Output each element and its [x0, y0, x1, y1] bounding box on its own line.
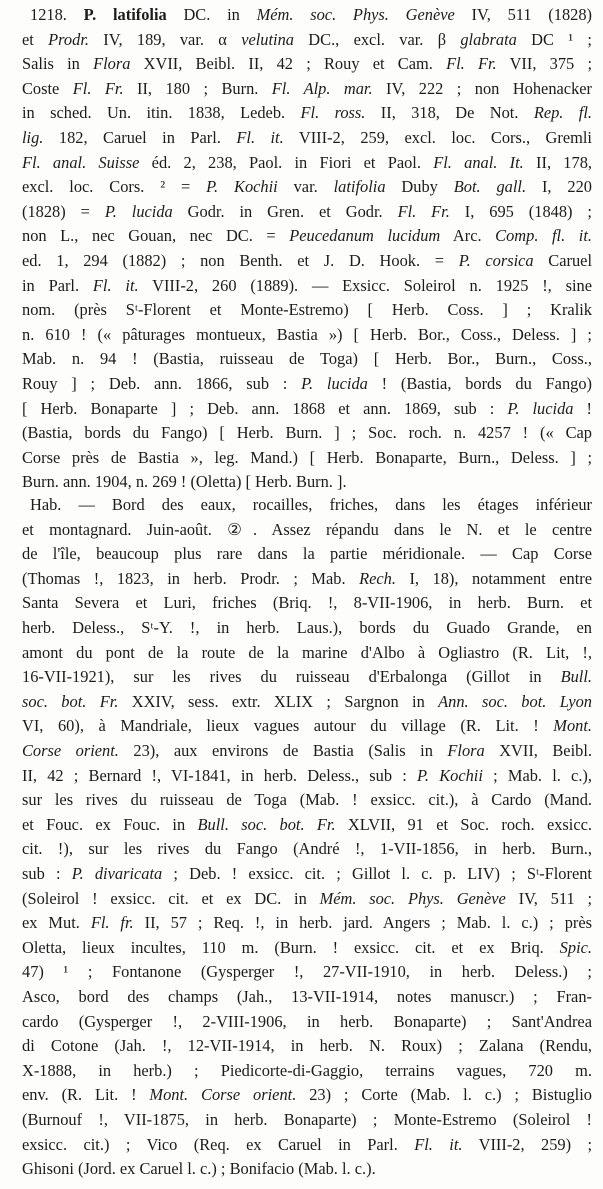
text-run: 182, Caruel in Parl.: [43, 128, 237, 147]
habitat-line: [22, 666, 592, 688]
habitat-line: [22, 838, 592, 860]
citation-title: Peucedanum lucidum: [289, 226, 441, 246]
text-run: ex Mut.: [22, 913, 91, 933]
citation-title: Fl. it.: [414, 1134, 463, 1154]
habitat-line: [22, 691, 592, 713]
text-run: non L., nec Gouan, nec DC. =: [22, 226, 290, 246]
entry-line: [22, 324, 592, 346]
habitat-line: [22, 1035, 592, 1057]
habitat-line: [22, 568, 592, 590]
text-run: II, 178,: [523, 152, 592, 172]
entry-line: [22, 78, 592, 100]
text-run: ; Deb. ! exsicc. cit. ; Gillot l. c. p. LIV) ; Sᵗ-Florent: [162, 864, 592, 883]
citation-title: latifolia: [333, 177, 386, 197]
text-run: n. 610 ! (« pâturages montueux, Bastia ») [ Herb. Bor., Coss., Deless. ] ;: [22, 324, 592, 344]
text-run: XXIV, sess. extr. XLIX ; Sargnon in: [118, 691, 439, 711]
citation-title: P. lucida: [507, 398, 574, 418]
citation-title: P. divaricata: [71, 864, 163, 883]
entry-line: [22, 201, 592, 223]
citation-title: Fl. it.: [236, 128, 284, 147]
text-run: cit. !), sur les rives du Fango (André !, 1-VII-1856, in herb. Burn.,: [22, 839, 592, 859]
text-run: ! (Bastia, bords du Fango): [367, 374, 592, 393]
text-run: XVII, Beibl.: [484, 741, 592, 760]
text-run: DC., excl. var. β: [294, 29, 461, 49]
citation-title: Fl. anal. Suisse: [22, 152, 140, 172]
habitat-line: [22, 617, 592, 639]
text-run: et: [22, 29, 49, 49]
text-run: Hab. — Bord des eaux, rocailles, friches, dans les étages inférieur: [30, 495, 592, 514]
entry-line: [22, 102, 592, 124]
citation-title: Rech.: [359, 568, 396, 588]
citation-title: Flora: [93, 54, 131, 74]
entry-line: [22, 471, 592, 493]
text-run: Burn. ann. 1904, n. 269 ! (Oletta) [ Herb. Burn. ].: [22, 472, 347, 492]
text-run: 1218.: [30, 5, 84, 24]
text-run: amont du pont de la route de la marine d'Albo à Ogliastro (R. Lit, !,: [22, 642, 592, 662]
citation-title: Corse orient.: [22, 741, 119, 760]
text-run: 23) ; Corte (Mab. l. c.) ; Bistuglio: [296, 1085, 592, 1105]
text-run: VIII-2, 260 (1889). — Exsicc. Soleirol n. 1925 !, sine: [138, 275, 593, 295]
habitat-line: [22, 519, 592, 541]
citation-title: Flora: [447, 741, 485, 760]
text-run: Asco, bord des champs (Jah., 13-VII-1914, notes manuscr.) ; Fran-: [22, 987, 592, 1006]
entry-line: [22, 29, 592, 51]
species-name: P. latifolia: [83, 5, 167, 24]
entry-line: [22, 398, 592, 420]
entry-line: [22, 299, 592, 321]
text-run: sub :: [22, 864, 72, 883]
habitat-line: [22, 937, 592, 959]
text-run: Mab. n. 94 ! (Bastia, ruisseau de Toga) [ Herb. Bor., Burn., Coss.,: [22, 349, 592, 369]
text-run: IV, 511 (1828): [454, 5, 592, 24]
habitat-line: [22, 1011, 592, 1033]
text-run: nom. (près Sᵗ-Florent et Monte-Estremo) [ Herb. Coss. ] ; Kralik: [22, 300, 592, 320]
citation-title: glabrata: [460, 29, 517, 49]
text-run: VIII-2, 259, excl. loc. Cors., Gremli: [283, 128, 592, 147]
text-run: in Parl.: [22, 275, 93, 295]
text-run: éd. 2, 238, Paol. in Fiori et Paol.: [139, 152, 434, 172]
text-run: et Fouc. ex Fouc. in: [22, 814, 198, 834]
entry-line: [20, 4, 592, 26]
habitat-line: [22, 642, 592, 664]
entry-line: [22, 53, 592, 75]
habitat-line: [20, 494, 592, 516]
habitat-line: [22, 789, 592, 811]
habitat-line: [22, 1158, 592, 1180]
habitat-line: [22, 543, 592, 565]
habitat-line: [22, 1109, 592, 1131]
citation-title: Fl. Fr.: [397, 201, 450, 221]
text-run: DC ¹ ;: [516, 29, 592, 49]
text-run: exsicc. cit.) ; Vico (Req. ex Caruel in Parl.: [22, 1134, 415, 1154]
text-run: !: [573, 398, 593, 418]
text-run: Salis in: [22, 54, 94, 74]
habitat-line: [22, 592, 592, 614]
text-run: Ghisoni (Jord. ex Caruel l. c.) ; Bonifacio (Mab. l. c.).: [22, 1159, 376, 1179]
text-run: IV, 189, var. α: [88, 29, 242, 49]
text-run: di Cotone (Jah. !, 12-VII-1914, in herb. N. Roux) ; Zalana (Rendu,: [22, 1036, 592, 1056]
text-run: Arc.: [440, 226, 496, 246]
citation-title: Fl. Fr.: [72, 78, 124, 98]
text-run: (Soleirol ! exsicc. cit. et ex DC. in: [22, 888, 320, 908]
habitat-line: [22, 961, 592, 983]
entry-line: [22, 373, 592, 395]
citation-title: lig.: [22, 128, 44, 147]
text-run: Oletta, lieux incultes, 110 m. (Burn. ! exsicc. cit. et ex Briq.: [22, 937, 560, 957]
text-run: cardo (Gysperger !, 2-VIII-1906, in herb. Bonaparte) ; Sant'Andrea: [22, 1011, 592, 1031]
citation-title: P. Kochii: [206, 177, 278, 197]
citation-title: Mém. soc. Phys. Genève: [319, 888, 506, 908]
text-run: VII, 375 ;: [496, 54, 592, 74]
entry-line: [22, 250, 592, 272]
text-run: VIII-2, 259) ;: [462, 1134, 593, 1154]
habitat-line: [22, 912, 592, 934]
citation-title: Fl. anal. It.: [433, 152, 524, 172]
habitat-line: [22, 740, 592, 762]
text-run: Rouy ] ; Deb. ann. 1866, sub :: [22, 374, 302, 393]
entry-line: [22, 422, 592, 444]
habitat-line: [22, 715, 592, 737]
text-run: (Thomas !, 1823, in herb. Prodr. ; Mab.: [22, 568, 360, 588]
citation-title: Fl. fr.: [90, 913, 134, 933]
citation-title: P. lucida: [104, 201, 173, 221]
entry-line: [22, 275, 592, 297]
citation-title: P. corsica: [458, 251, 534, 270]
habitat-line: [22, 863, 592, 885]
text-run: Corse près de Bastia », leg. Mand.) [ Herb. Bonaparte, Burn., Deless. ] ;: [22, 447, 592, 467]
entry-line: [22, 447, 592, 469]
habitat-line: [22, 765, 592, 787]
citation-title: Spic.: [559, 937, 592, 957]
citation-title: Mont. Corse orient.: [149, 1085, 297, 1105]
text-run: excl. loc. Cors. ² =: [22, 177, 207, 197]
text-run: de l'île, beaucoup plus rare dans la partie méridionale. — Cap Corse: [22, 544, 592, 564]
text-run: ; Mab. l. c.),: [482, 765, 592, 785]
text-run: et montagnard. Juin-août. ②. Assez répandu dans le N. et le centre: [22, 519, 592, 539]
entry-line: [22, 348, 592, 370]
habitat-line: [22, 1134, 592, 1156]
text-run: [ Herb. Bonaparte ] ; Deb. ann. 1868 et ann. 1869, sub :: [22, 398, 508, 418]
entry-line: [22, 176, 592, 198]
citation-title: Bull. soc. bot. Fr.: [197, 814, 336, 834]
text-run: sur les rives du ruisseau de Toga (Mab. ! exsicc. cit.), à Cardo (Mand.: [22, 790, 592, 810]
text-run: Santa Severa et Luri, friches (Briq. !, 8-VII-1906, in herb. Burn. et: [22, 593, 592, 613]
text-run: DC. in: [166, 5, 257, 24]
text-run: Coste: [22, 78, 73, 98]
entry-line: [22, 127, 592, 149]
citation-title: P. Kochii: [417, 765, 483, 785]
text-run: VI, 60), à Mandriale, lieux vagues autour du village (R. Lit. !: [22, 716, 554, 736]
text-run: (Bastia, bords du Fango) [ Herb. Burn. ] ; Soc. roch. n. 4257 ! (« Cap: [22, 423, 592, 443]
habitat-line: [22, 986, 592, 1008]
citation-title: soc. bot. Fr.: [22, 691, 119, 711]
citation-title: P. lucida: [301, 374, 368, 393]
citation-title: Fl. it.: [92, 275, 139, 295]
text-run: var.: [277, 177, 334, 197]
citation-title: Mont.: [553, 716, 592, 736]
citation-title: Rep. fl.: [533, 103, 593, 123]
text-run: IV, 511 ;: [505, 888, 592, 908]
citation-title: Comp. fl. it.: [495, 226, 592, 246]
entry-line: [22, 225, 592, 247]
text-run: ed. 1, 294 (1882) ; non Benth. et J. D. Hook. =: [22, 251, 459, 270]
text-run: (1828) =: [22, 201, 105, 221]
text-run: I, 18), notamment entre: [395, 568, 592, 588]
citation-title: Fl. Fr.: [446, 54, 497, 74]
text-run: herb. Deless., Sᵗ-Y. !, in herb. Laus.), bords du Guado Grande, en: [22, 618, 592, 637]
text-run: II, 42 ; Bernard !, VI-1841, in herb. Deless., sub :: [22, 765, 418, 785]
habitat-line: [22, 1060, 592, 1082]
text-run: Caruel: [533, 251, 592, 270]
text-run: I, 220: [526, 177, 592, 197]
entry-line: [22, 152, 592, 174]
citation-title: Bot. gall.: [453, 177, 527, 197]
text-run: in sched. Un. itin. 1838, Ledeb.: [22, 103, 301, 123]
citation-title: Fl. Alp. mar.: [271, 78, 373, 98]
text-run: IV, 222 ; non Hohenacker: [372, 78, 592, 98]
text-run: II, 57 ; Req. !, in herb. jard. Angers ; Mab. l. c.) ; près: [133, 913, 592, 933]
text-run: XVII, Beibl. II, 42 ; Rouy et Cam.: [130, 54, 447, 74]
habitat-line: [22, 1084, 592, 1106]
text-run: 47) ¹ ; Fontanone (Gysperger !, 27-VII-1910, in herb. Deless.) ;: [22, 962, 592, 982]
text-run: env. (R. Lit. !: [22, 1085, 150, 1105]
citation-title: Mém. soc. Phys. Genève: [256, 5, 455, 24]
text-run: Duby: [385, 177, 454, 197]
text-run: Godr. in Gren. et Godr.: [172, 201, 398, 221]
text-run: I, 695 (1848) ;: [449, 201, 592, 221]
text-run: II, 318, De Not.: [365, 103, 534, 123]
text-run: XLVII, 91 et Soc. roch. exsicc.: [335, 814, 592, 834]
citation-title: Bull.: [560, 667, 592, 687]
habitat-line: [22, 814, 592, 836]
citation-title: Prodr.: [48, 29, 89, 49]
text-run: II, 180 ; Burn.: [123, 78, 272, 98]
text-run: (Burnouf !, VII-1875, in herb. Bonaparte) ; Monte-Estremo (Soleirol !: [22, 1110, 592, 1129]
habitat-line: [22, 888, 592, 910]
citation-title: Fl. ross.: [300, 103, 366, 123]
citation-title: Ann. soc. bot. Lyon: [438, 691, 592, 711]
text-run: X-1888, in herb.) ; Piedicorte-di-Gaggio, terrains vagues, 720 m.: [22, 1060, 592, 1080]
citation-title: velutina: [241, 29, 294, 49]
text-run: 23), aux environs de Bastia (Salis in: [118, 741, 448, 760]
text-run: 16-VII-1921), sur les rives du ruisseau d'Erbalonga (Gillot in: [22, 667, 561, 687]
